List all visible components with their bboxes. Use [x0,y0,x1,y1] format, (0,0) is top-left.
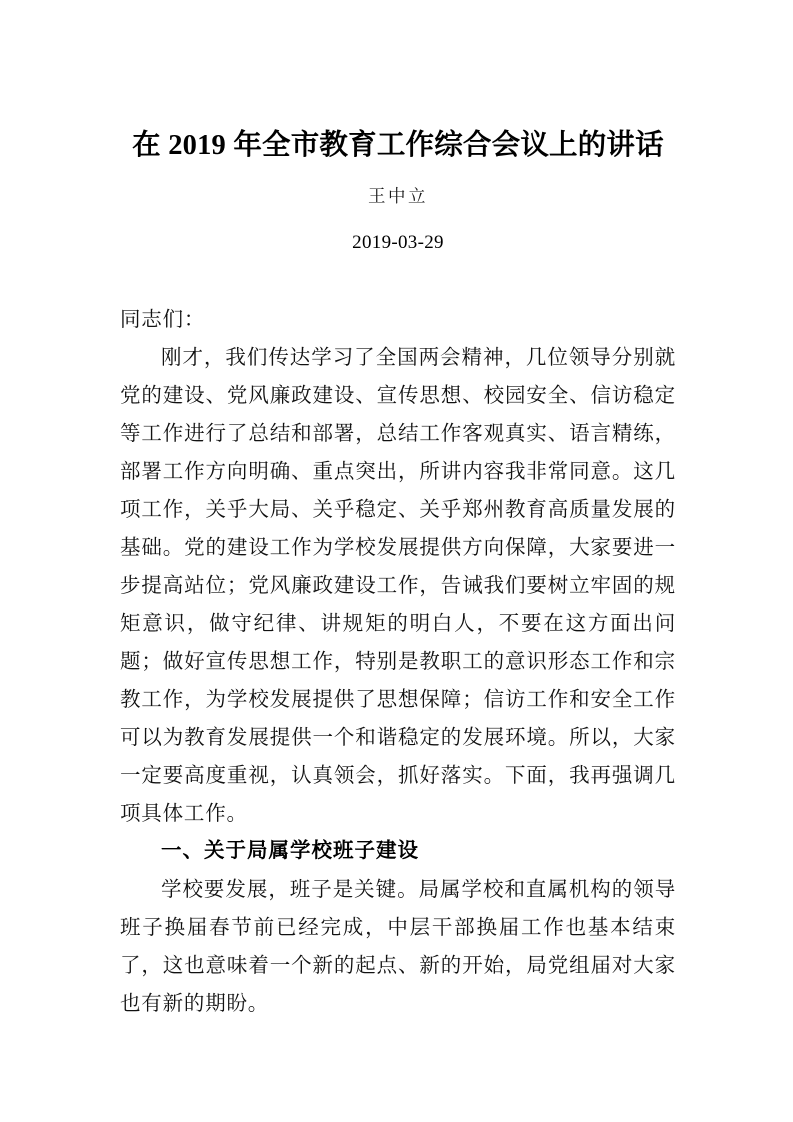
document-date: 2019-03-29 [352,232,444,253]
salutation: 同志们： [120,307,206,331]
document-author: 王中立 [368,187,428,207]
body-paragraph: 刚才，我们传达学习了全国两会精神，几位领导分别就党的建设、党风廉政建设、宣传思想、校园安全、信访稳定等工作进行了总结和部署，总结工作客观真实、语言精练，部署工作方向明确、重点突出，所讲内容我非常同意。这几项工作，关乎大局、关乎稳定、关乎郑州教育高质量发展的基础。党的建设工作为学校发展提供方向保障，大家要进一步提高站位；党风廉政建设工作，告诫我们要树立牢固的规矩意识，做守纪律、讲规矩的明白人，不要在这方面出问题；做好宣传思想工作，特别是教职工的意识形态工作和宗教工作，为学校发展提供了思想保障；信访工作和安全工作可以为教育发展提供一个和谐稳定的发展环境。所以，大家一定要高度重视，认真领会，抓好落实。下面，我再强调几项具体工作。 [120,345,676,825]
section-one-paragraph: 学校要发展，班子是关键。局属学校和直属机构的领导班子换届春节前已经完成，中层干部换届工作也基本结束了，这也意味着一个新的起点、新的开始，局党组届对大家也有新的期盼。 [120,877,676,1015]
document-content-column [120,0,676,1022]
document-body [120,256,676,1022]
section-heading-one: 一、关于局属学校班子建设 [161,839,419,862]
document-title: 在 2019 年全市教育工作综合会议上的讲话 [132,130,664,161]
